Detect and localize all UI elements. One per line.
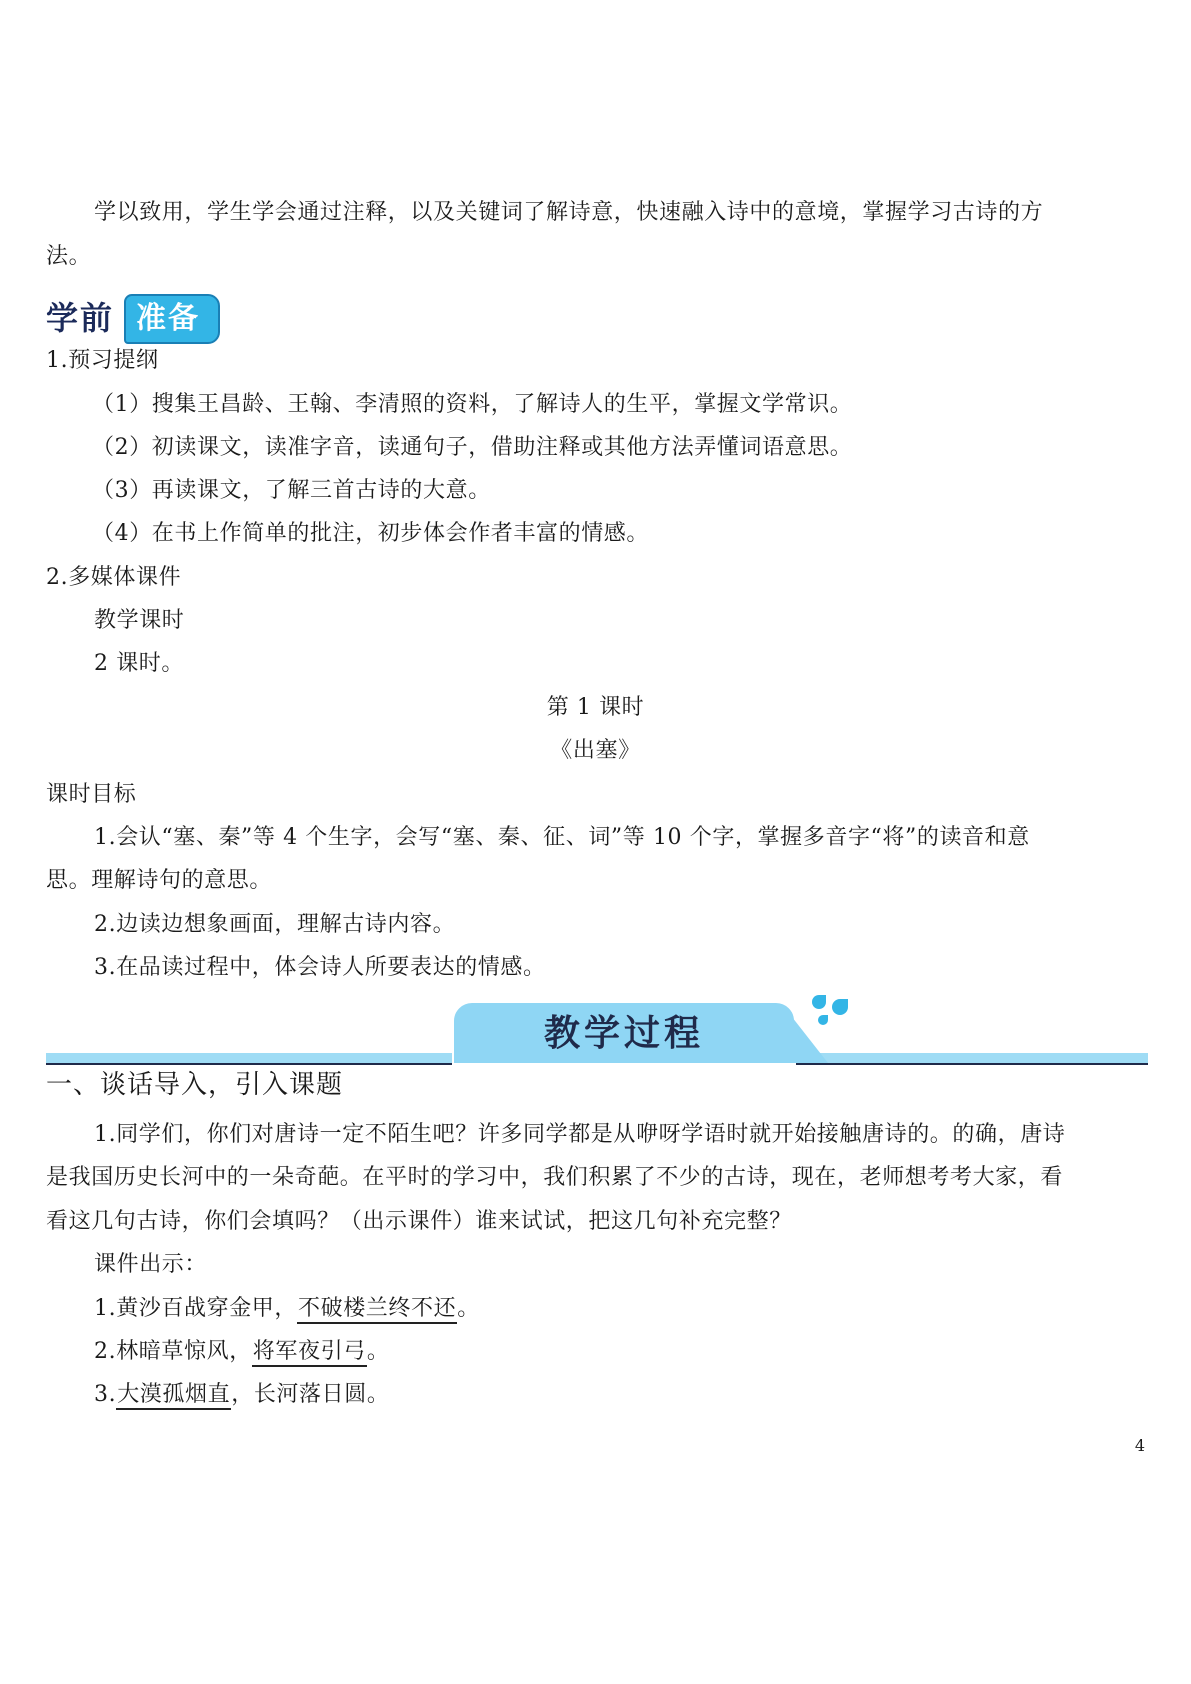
section-1-para-line-3: 看这几句古诗，你们会填吗？（出示课件）谁来试试，把这几句补充完整？ xyxy=(46,1209,792,1234)
media-title: 2.多媒体课件 xyxy=(46,565,182,590)
poem-line-3 xyxy=(94,1380,389,1410)
goal-1-line-2: 思。理解诗句的意思。 xyxy=(46,868,273,893)
outline-item-2: （2）初读课文，读准字音，读通句子，借助注释或其他方法弄懂词语意思。 xyxy=(92,435,853,460)
goal-3: 3.在品读过程中，体会诗人所要表达的情感。 xyxy=(94,955,546,980)
process-banner-title: 教学过程 xyxy=(543,1013,704,1054)
poem-line-3-prefix: 3. xyxy=(94,1382,117,1407)
hours-label: 教学课时 xyxy=(94,608,185,633)
outline-item-3: （3）再读课文，了解三首古诗的大意。 xyxy=(92,478,491,503)
poem-line-1-filled: 不破楼兰终不还 xyxy=(297,1296,457,1324)
prep-badge-right-box xyxy=(124,294,220,344)
goal-2: 2.边读边想象画面，理解古诗内容。 xyxy=(94,912,456,937)
outline-item-4: （4）在书上作简单的批注，初步体会作者丰富的情感。 xyxy=(92,521,649,546)
outline-item-1: （1）搜集王昌龄、王翰、李清照的资料，了解诗人的生平，掌握文学常识。 xyxy=(92,392,853,417)
poem-line-1-suffix: 。 xyxy=(457,1296,480,1321)
section-1-para-line-1: 1.同学们，你们对唐诗一定不陌生吧？许多同学都是从咿呀学语时就开始接触唐诗的。的确，唐诗 xyxy=(94,1122,1066,1147)
page-number: 4 xyxy=(1134,1436,1145,1455)
section-1-para-line-2: 是我国历史长河中的一朵奇葩。在平时的学习中，我们积累了不少的古诗，现在，老师想考考大家，看 xyxy=(46,1165,1064,1190)
lesson-title: 第 1 课时 xyxy=(546,695,645,720)
process-banner xyxy=(46,995,1148,1067)
outline-title: 1.预习提纲 xyxy=(46,348,159,373)
poem-line-3-suffix: ，长河落日圆。 xyxy=(231,1382,390,1407)
prep-badge xyxy=(46,292,216,344)
poem-line-1-prefix: 1.黄沙百战穿金甲， xyxy=(94,1296,297,1321)
intro-line-2: 法。 xyxy=(46,244,92,269)
poem-line-2-prefix: 2.林暗草惊风， xyxy=(94,1339,252,1364)
poem-line-3-filled: 大漠孤烟直 xyxy=(116,1382,231,1410)
poem-line-2 xyxy=(94,1337,389,1367)
courseware-label: 课件出示： xyxy=(94,1252,208,1277)
prep-badge-left-text: 学前 xyxy=(46,299,115,337)
process-banner-tab xyxy=(452,1001,796,1065)
intro-line-1: 学以致用，学生学会通过注释，以及关键词了解诗意，快速融入诗中的意境，掌握学习古诗的方 xyxy=(94,200,1044,225)
poem-line-1 xyxy=(94,1294,480,1324)
section-1-title: 一、谈话导入，引入课题 xyxy=(46,1070,344,1100)
poem-line-2-filled: 将军夜引弓 xyxy=(252,1339,367,1367)
hours-value: 2 课时。 xyxy=(94,651,184,676)
prep-badge-right-text: 准备 xyxy=(136,301,200,336)
goals-label: 课时目标 xyxy=(46,782,137,807)
water-drops-icon xyxy=(812,995,852,1035)
poem-line-2-suffix: 。 xyxy=(366,1339,390,1364)
lesson-poem-title: 《出塞》 xyxy=(550,738,641,763)
goal-1-line-1: 1.会认“塞、秦”等 4 个生字，会写“塞、秦、征、词”等 10 个字，掌握多音字“将”的读音和意 xyxy=(94,825,1030,850)
